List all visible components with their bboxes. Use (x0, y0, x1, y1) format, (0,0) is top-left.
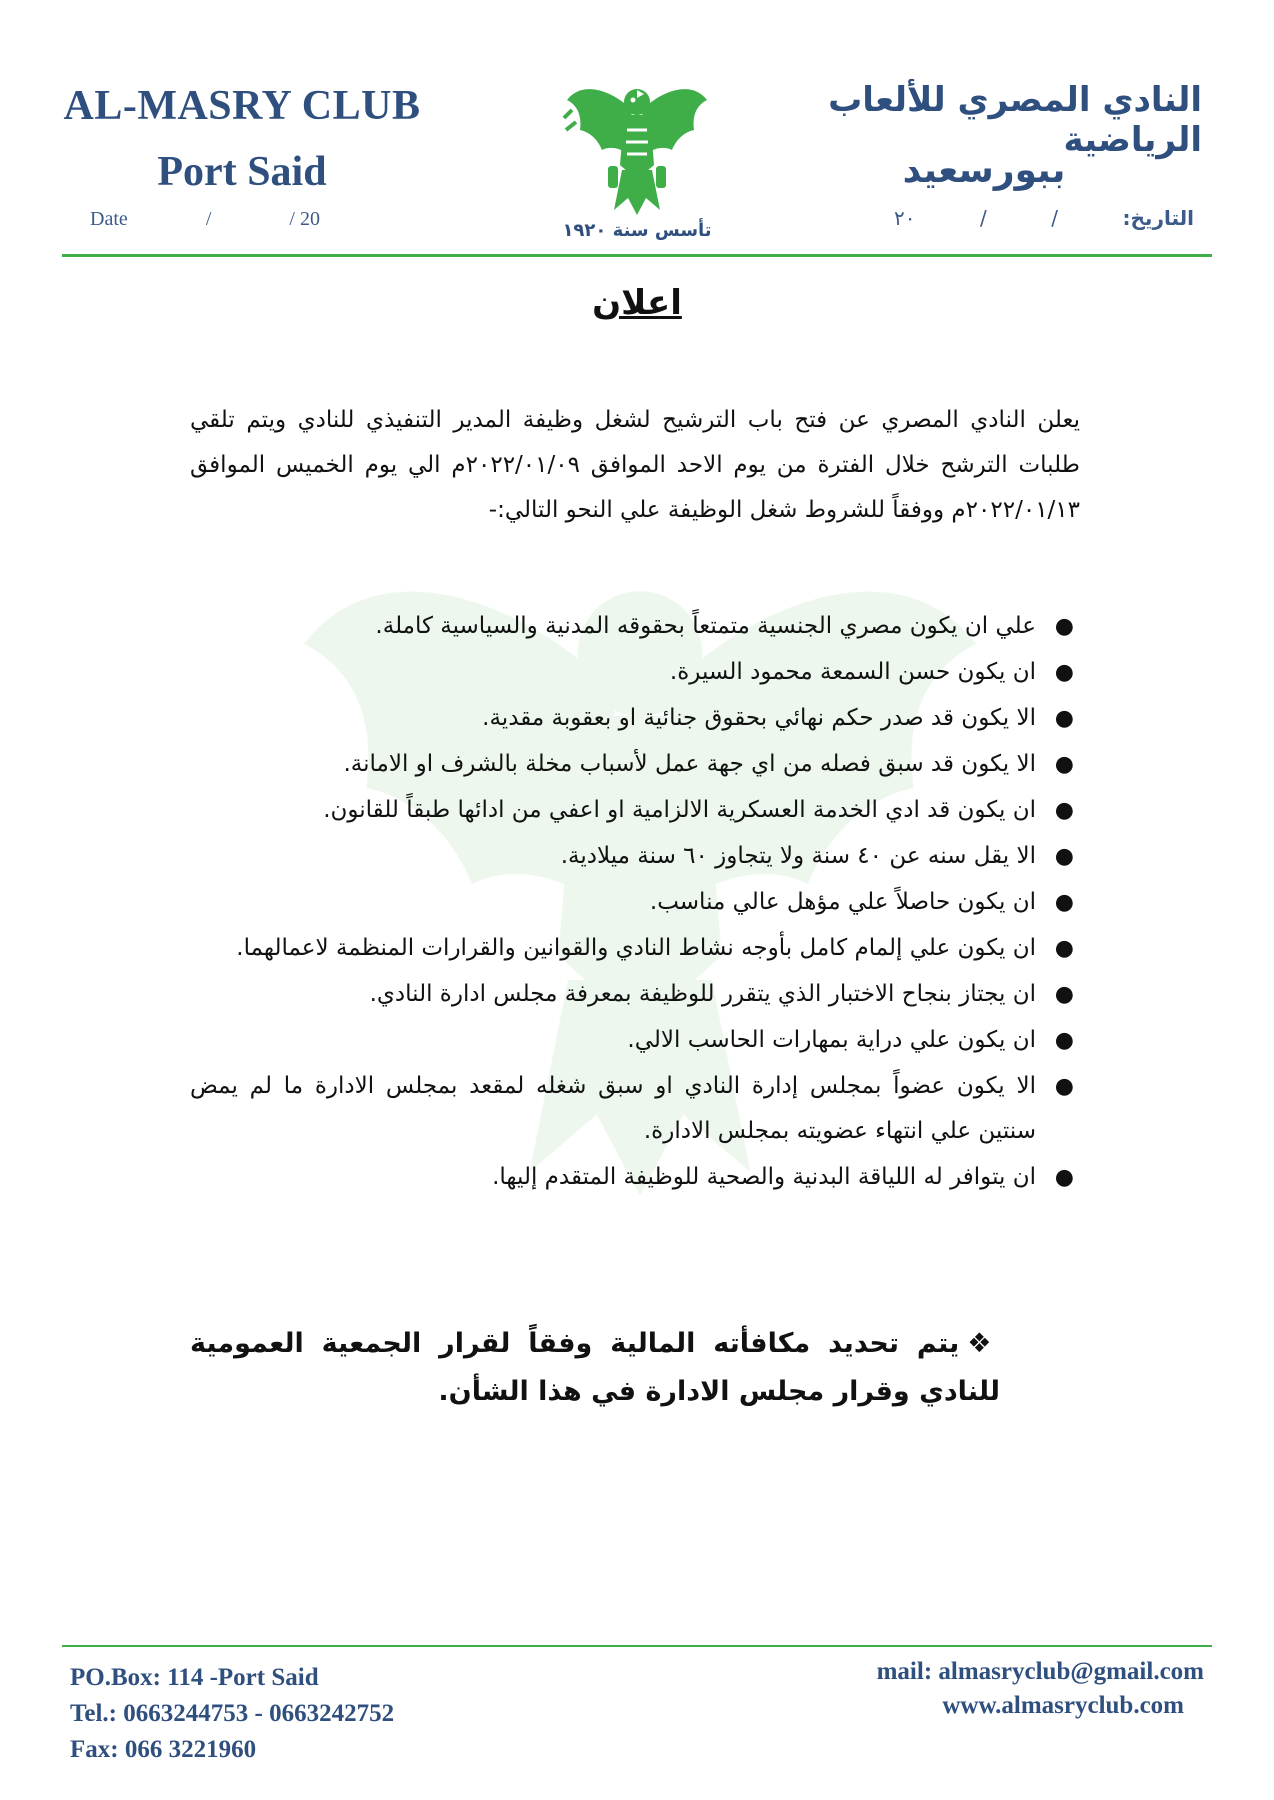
requirement-text: ان يتوافر له اللياقة البدنية والصحية للوظيفة المتقدم إليها. (492, 1164, 1036, 1190)
eagle-logo-icon (562, 70, 712, 220)
bullet-icon: ● (1054, 798, 1074, 823)
footer-contact (70, 1660, 530, 1768)
bullet-icon: ● (1054, 982, 1074, 1007)
date-separator: / (980, 206, 987, 230)
bullet-icon: ● (1054, 936, 1074, 961)
bullet-icon: ● (1054, 706, 1074, 731)
bullet-icon: ● (1054, 1028, 1074, 1053)
header-divider (62, 254, 1212, 257)
bullet-icon: ● (1054, 890, 1074, 915)
list-item (190, 834, 1080, 879)
list-item (190, 788, 1080, 833)
website-link[interactable]: www.almasryclub.com (942, 1692, 1184, 1719)
bullet-icon: ● (1054, 614, 1074, 639)
intro-paragraph: يعلن النادي المصري عن فتح باب الترشيح لشغل وظيفة المدير التنفيذي للنادي ويتم تلقي طلبات الترشح خلال الفترة من يوم الاحد الموافق ٢٠٢٢/٠١/٠٩م الي يوم الخميس الموافق ٢٠٢٢/٠١/١٣م ووفقاً للشروط شغل الوظيفة علي النحو التالي:- (190, 407, 1080, 523)
list-item (190, 1064, 1080, 1154)
requirement-text: علي ان يكون مصري الجنسية متمتعاً بحقوقه المدنية والسياسية كاملة. (375, 613, 1036, 639)
requirement-text: ان يكون قد ادي الخدمة العسكرية الالزامية او اعفي من ادائها طبقاً للقانون. (323, 797, 1036, 823)
list-item (190, 880, 1080, 925)
list-item (190, 742, 1080, 787)
bullet-icon: ● (1054, 660, 1074, 685)
compensation-note (190, 1320, 1000, 1416)
club-name-arabic: النادي المصري للألعاب الرياضية (828, 80, 1202, 160)
founded-year: تأسس سنة ١٩٢٠ (562, 220, 712, 241)
bullet-icon: ● (1054, 1074, 1074, 1099)
note-text: يتم تحديد مكافأته المالية وفقاً لقرار الجمعية العمومية للنادي وقرار مجلس الادارة في هذا الشأن. (190, 1328, 1000, 1407)
bullet-icon: ● (1054, 752, 1074, 777)
list-item (190, 926, 1080, 971)
list-item (190, 1155, 1080, 1200)
requirement-text: ان يكون حسن السمعة محمود السيرة. (669, 659, 1036, 685)
city-arabic: ببورسعيد (902, 150, 1066, 191)
requirement-text: الا يكون عضواً بمجلس إدارة النادي او سبق شغله لمقعد بمجلس الادارة ما لم يمض سنتين علي انتهاء عضويته بمجلس الادارة. (190, 1073, 1036, 1144)
requirements-list (190, 604, 1080, 1201)
bullet-icon: ● (1054, 844, 1074, 869)
fax: Fax: 066 3221960 (70, 1736, 257, 1763)
footer-online (784, 1655, 1204, 1723)
list-item (190, 650, 1080, 695)
date-separator: / (205, 208, 212, 230)
po-box: PO.Box: 114 -Port Said (70, 1664, 319, 1691)
list-item (190, 1018, 1080, 1063)
requirement-text: الا يقل سنه عن ٤٠ سنة ولا يتجاوز ٦٠ سنة ميلادية. (560, 843, 1036, 869)
date-year-english: / 20 (289, 208, 320, 230)
email-address[interactable]: mail: almasryclub@gmail.com (876, 1658, 1204, 1685)
date-field-arabic (894, 206, 1194, 230)
list-item (190, 604, 1080, 649)
bullet-icon: ● (1054, 1165, 1074, 1190)
requirement-text: الا يكون قد صدر حكم نهائي بحقوق جنائية او بعقوبة مقدية. (482, 705, 1036, 731)
requirement-text: الا يكون قد سبق فصله من اي جهة عمل لأسباب مخلة بالشرف او الامانة. (343, 751, 1036, 777)
date-label-english: Date (90, 208, 128, 230)
date-field-english (90, 208, 320, 231)
telephone: Tel.: 0663244753 - 0663242752 (70, 1700, 395, 1727)
requirement-text: ان يجتاز بنجاح الاختبار الذي يتقرر للوظيفة بمعرفة مجلس ادارة النادي. (369, 981, 1036, 1007)
announcement-title: اعلان (592, 283, 682, 323)
list-item (190, 696, 1080, 741)
requirement-text: ان يكون علي إلمام كامل بأوجه نشاط النادي والقوانين والقرارات المنظمة لاعمالهما. (236, 935, 1036, 961)
diamond-bullet-icon: ❖ (967, 1328, 1000, 1359)
date-label-arabic: التاريخ: (1122, 206, 1194, 230)
club-name-english: AL-MASRY CLUB (63, 83, 421, 129)
requirement-text: ان يكون حاصلاً علي مؤهل عالي مناسب. (649, 889, 1036, 915)
footer-divider (62, 1645, 1212, 1647)
requirement-text: ان يكون علي دراية بمهارات الحاسب الالي. (627, 1027, 1036, 1053)
city-english: Port Said (157, 149, 327, 195)
list-item (190, 972, 1080, 1017)
date-year-arabic: ٢٠ (894, 206, 916, 230)
date-separator: / (1051, 206, 1059, 230)
